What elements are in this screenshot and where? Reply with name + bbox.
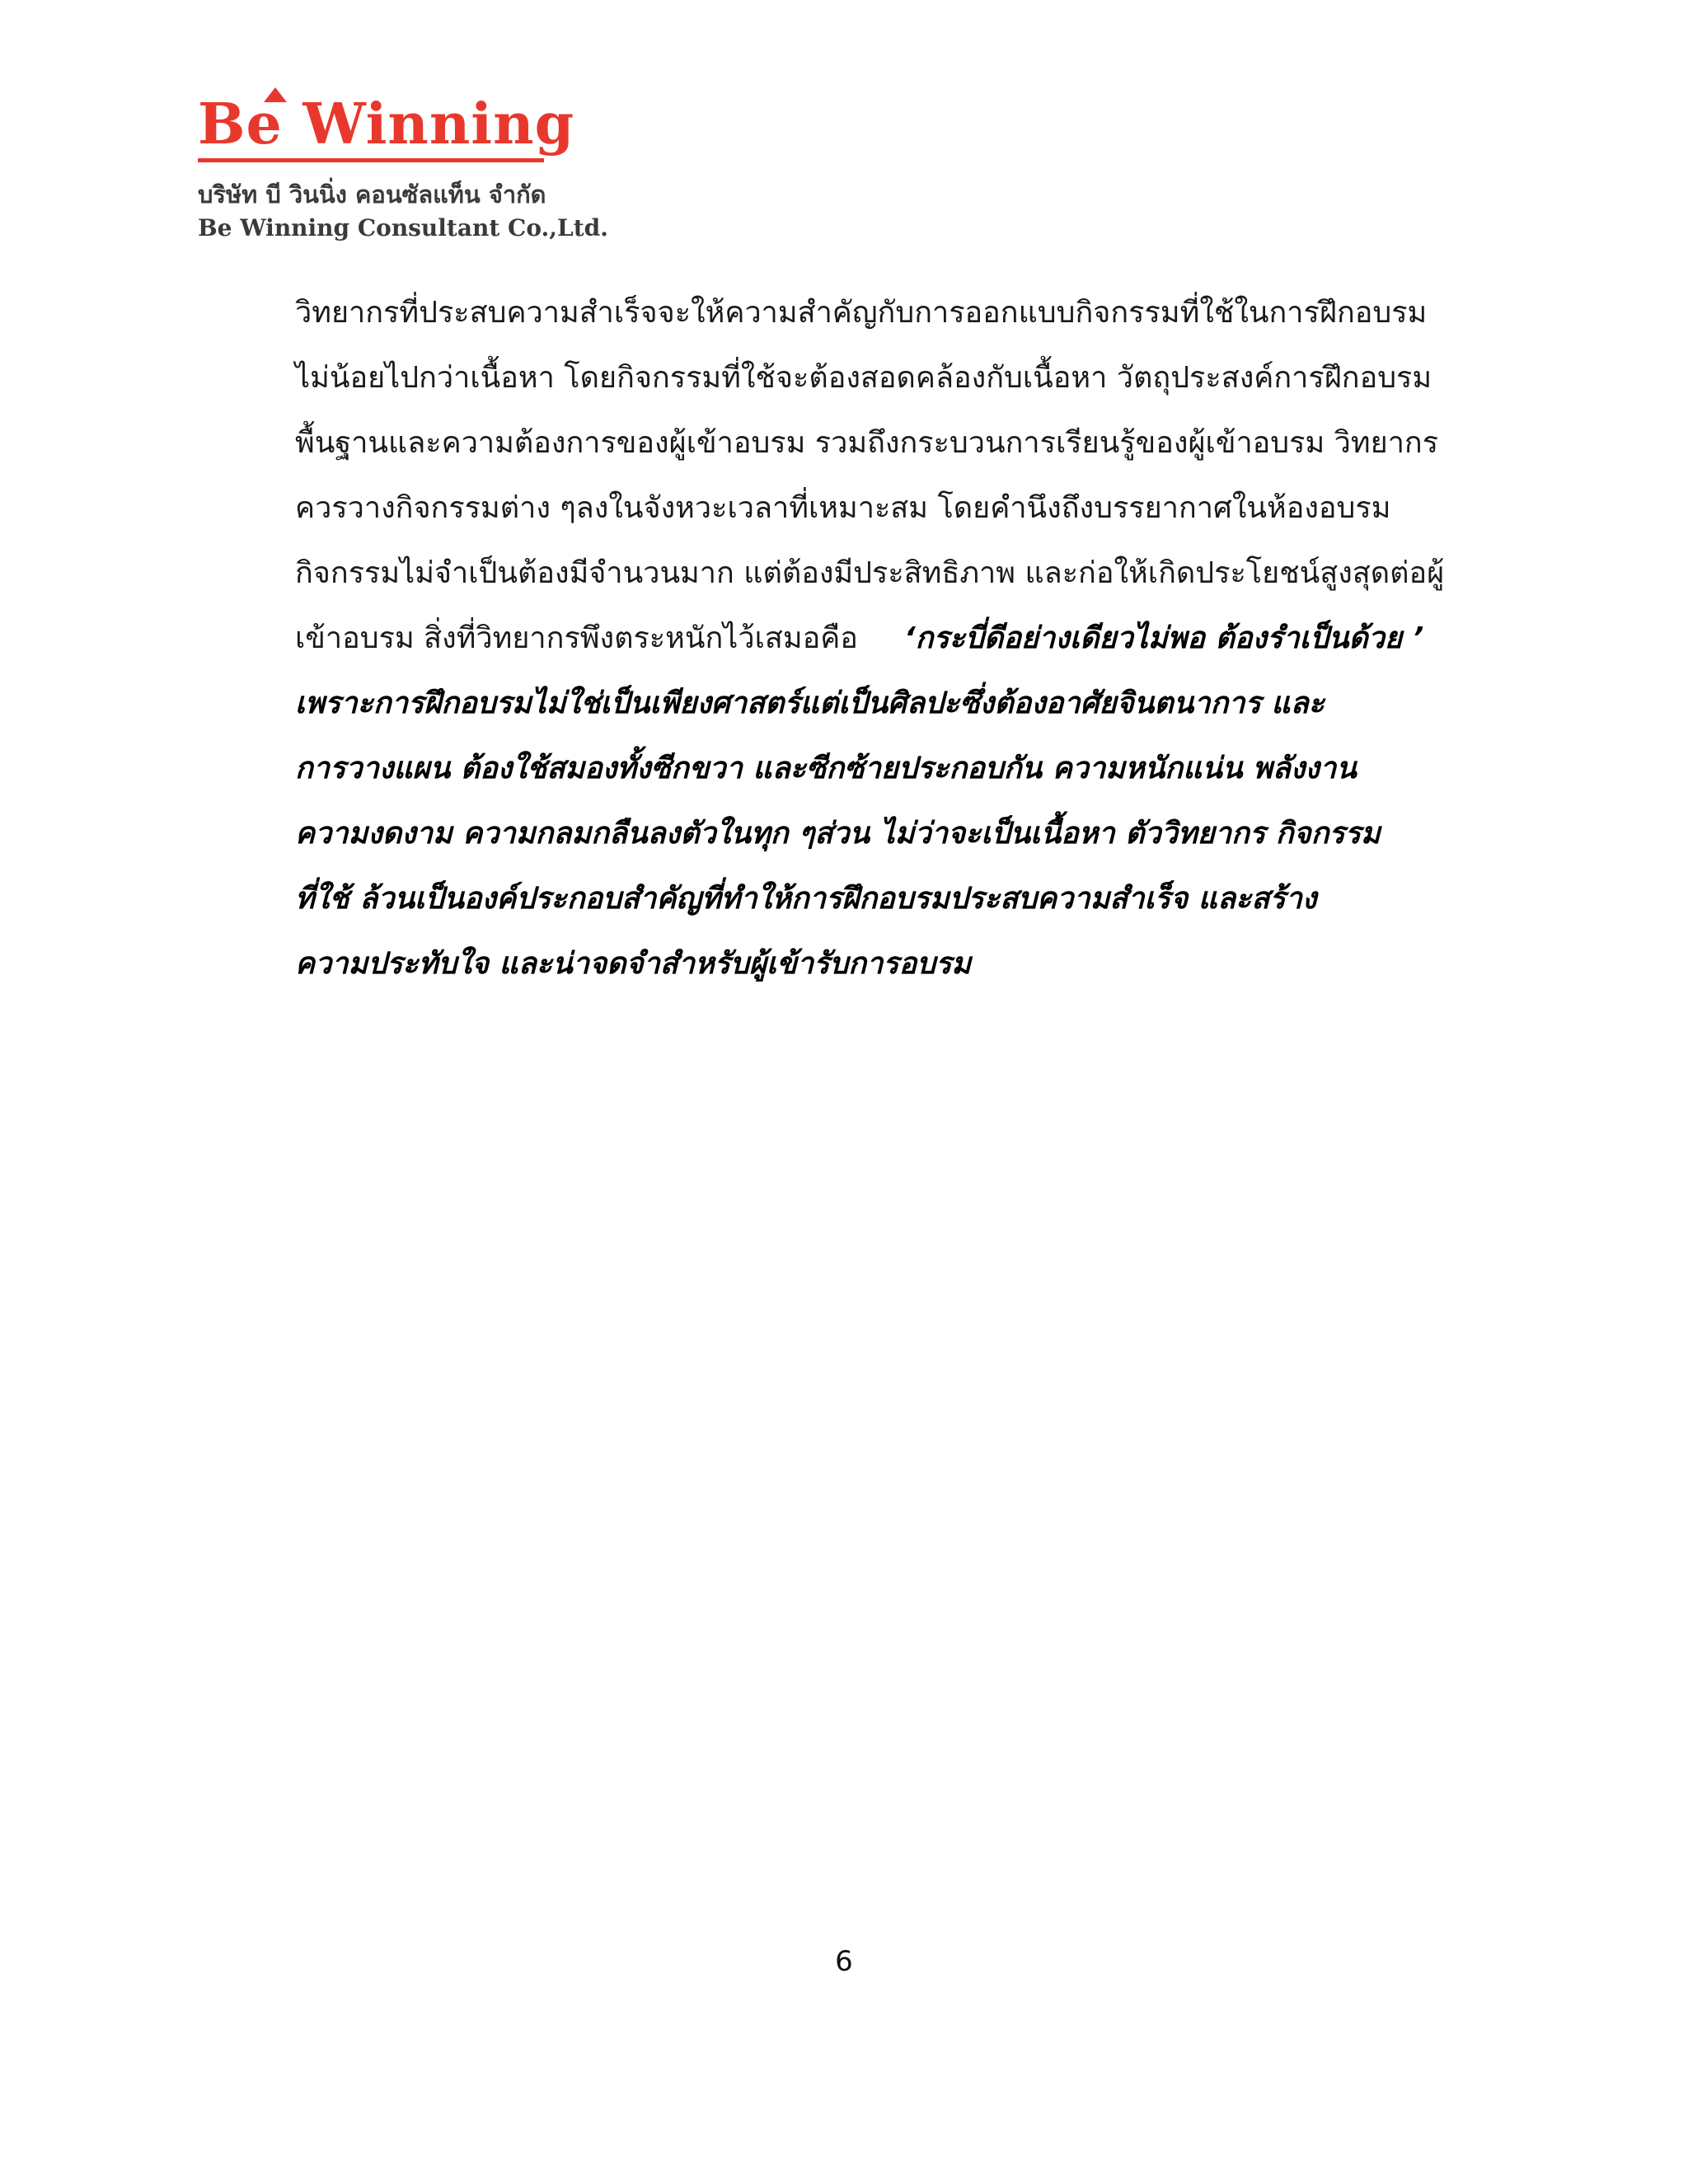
logo-wordmark-text: Be Winning <box>198 91 575 157</box>
page-number: 6 <box>835 1945 853 1978</box>
logo-hat-icon <box>264 87 287 102</box>
paragraph-line: พื้นฐานและความต้องการของผู้เข้าอบรม รวมถึงกระบวนการเรียนรู้ของผู้เข้าอบรม วิทยากร <box>295 426 1439 460</box>
emphasized-line: ที่ใช้ ล้วนเป็นองค์ประกอบสำคัญที่ทำให้การฝึกอบรมประสบความสำเร็จ และสร้าง <box>295 882 1317 916</box>
company-logo <box>198 91 608 245</box>
company-name-thai: บริษัท บี วินนิ่ง คอนซัลแท็น จำกัด <box>198 180 546 209</box>
paragraph-line: วิทยากรที่ประสบความสำเร็จจะให้ความสำคัญกับการออกแบบกิจกรรมที่ใช้ในการฝึกอบรม <box>295 296 1428 330</box>
emphasized-quote: ‘กระบี่ดีอย่างเดียวไม่พอ ต้องรำเป็นด้วย ’ <box>903 621 1424 655</box>
emphasized-line: ความประทับใจ และน่าจดจำสำหรับผู้เข้ารับการอบรม <box>295 947 972 981</box>
paragraph-line: ไม่น้อยไปกว่าเนื้อหา โดยกิจกรรมที่ใช้จะต้องสอดคล้องกับเนื้อหา วัตถุประสงค์การฝึกอบรม <box>295 361 1432 395</box>
logo-wordmark <box>198 91 575 157</box>
paragraph-line: ควรวางกิจกรรมต่าง ๆลงในจังหวะเวลาที่เหมาะสม โดยคำนึงถึงบรรยากาศในห้องอบรม <box>295 491 1391 525</box>
company-name-english: Be Winning Consultant Co.,Ltd. <box>198 214 608 241</box>
body-paragraph <box>295 280 1465 996</box>
paragraph-line-mixed <box>295 606 1465 671</box>
emphasized-line: ความงดงาม ความกลมกลืนลงตัวในทุก ๆส่วน ไม่ว่าจะเป็นเนื้อหา ตัววิทยากร กิจกรรม <box>295 817 1381 851</box>
logo-underline <box>198 158 544 162</box>
emphasized-line: เพราะการฝึกอบรมไม่ใช่เป็นเพียงศาสตร์แต่เป็นศิลปะซึ่งต้องอาศัยจินตนาการ และ <box>295 687 1325 720</box>
paragraph-line-plain-part: เข้าอบรม สิ่งที่วิทยากรพึงตระหนักไว้เสมอคือ <box>295 621 858 655</box>
emphasized-line: การวางแผน ต้องใช้สมองทั้งซีกขวา และซีกซ้ายประกอบกัน ความหนักแน่น พลังงาน <box>295 752 1357 785</box>
paragraph-line: กิจกรรมไม่จำเป็นต้องมีจำนวนมาก แต่ต้องมีประสิทธิภาพ และก่อให้เกิดประโยชน์สูงสุดต่อผู้ <box>295 556 1445 590</box>
